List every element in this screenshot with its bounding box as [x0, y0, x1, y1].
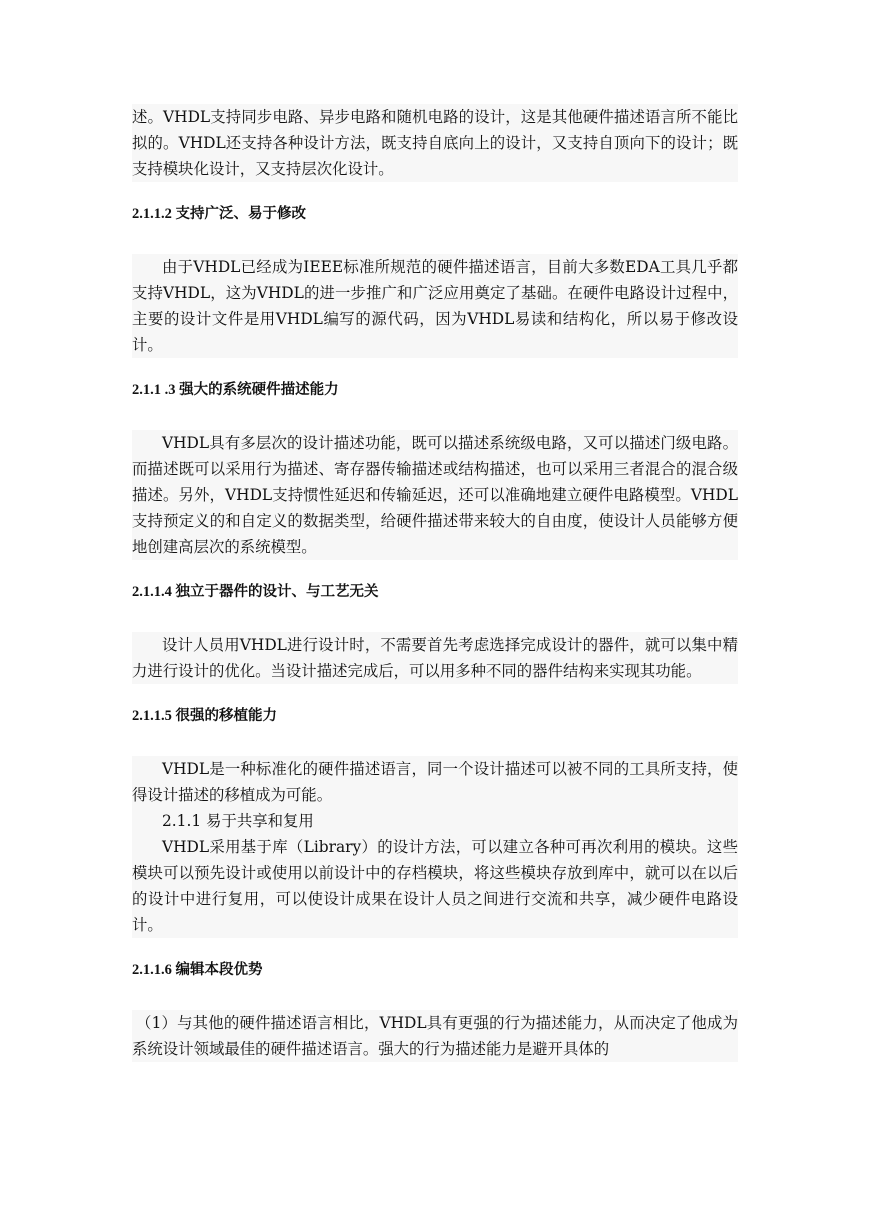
heading-2-1-1-6: 2.1.1.6 编辑本段优势: [132, 962, 263, 978]
subheading-share-reuse: 2.1.1 易于共享和复用: [162, 812, 314, 830]
paragraph-portability: VHDL是一种标准化的硬件描述语言，同一个设计描述可以被不同的工具所支持，使得设计描述的移植成为可能。: [132, 760, 738, 804]
paragraph-portability-block: [132, 756, 738, 938]
heading-2-1-1-5: 2.1.1.5 很强的移植能力: [132, 708, 277, 724]
paragraph-vhdl-design-support: 述。VHDL支持同步电路、异步电路和随机电路的设计，这是其他硬件描述语言所不能比拟的。VHDL还支持各种设计方法，既支持自底向上的设计，又支持自顶向下的设计；既支持模块化设计，又支持层次化设计。: [132, 104, 738, 182]
heading-2-1-1-3: 2.1.1 .3 强大的系统硬件描述能力: [132, 382, 339, 398]
paragraph-hardware-description: VHDL具有多层次的设计描述功能，既可以描述系统级电路，又可以描述门级电路。而描述既可以采用行为描述、寄存器传输描述或结构描述，也可以采用三者混合的混合级描述。另外，VHDL支持惯性延迟和传输延迟，还可以准确地建立硬件电路模型。VHDL支持预定义的和自定义的数据类型，给硬件描述带来较大的自由度，使设计人员能够方便地创建高层次的系统模型。: [132, 430, 738, 560]
paragraph-library-reuse: VHDL采用基于库（Library）的设计方法，可以建立各种可再次利用的模块。这些模块可以预先设计或使用以前设计中的存档模块，将这些模块存放到库中，就可以在以后的设计中进行复用，可以使设计成果在设计人员之间进行交流和共享，减少硬件电路设计。: [132, 838, 738, 934]
paragraph-advantages: （1）与其他的硬件描述语言相比，VHDL具有更强的行为描述能力，从而决定了他成为系统设计领域最佳的硬件描述语言。强大的行为描述能力是避开具体的: [132, 1010, 738, 1062]
document-page: [132, 104, 738, 1062]
paragraph-wide-support: 由于VHDL已经成为IEEE标准所规范的硬件描述语言，目前大多数EDA工具几乎都支持VHDL，这为VHDL的进一步推广和广泛应用奠定了基础。在硬件电路设计过程中，主要的设计文件是用VHDL编写的源代码，因为VHDL易读和结构化，所以易于修改设计。: [132, 254, 738, 358]
heading-2-1-1-2: 2.1.1.2 支持广泛、易于修改: [132, 206, 306, 222]
heading-2-1-1-4: 2.1.1.4 独立于器件的设计、与工艺无关: [132, 584, 379, 600]
paragraph-device-independent: 设计人员用VHDL进行设计时，不需要首先考虑选择完成设计的器件，就可以集中精力进行设计的优化。当设计描述完成后，可以用多种不同的器件结构来实现其功能。: [132, 632, 738, 684]
